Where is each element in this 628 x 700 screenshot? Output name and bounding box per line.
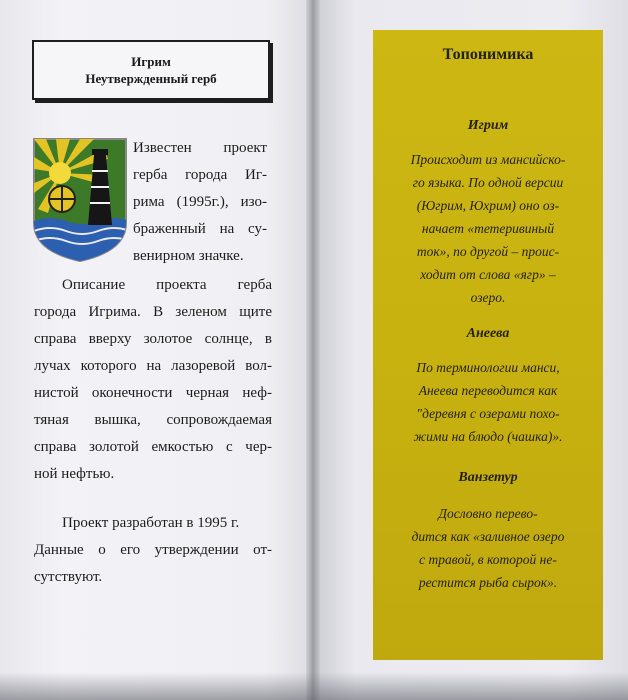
title-line-1: Игрим [131,54,171,69]
paragraph-2-line: нистой оконечности черная неф- [34,385,272,401]
section-line: начает «тетеривиный [421,221,555,236]
title-box [32,40,270,100]
section-heading-aneeva: Анеева [466,326,510,341]
section-line: (Югрим, Юхрим) оно оз- [416,198,560,213]
book-spine [306,0,320,700]
section-line: Происходит из мансийско- [410,152,566,167]
section-text-vanzetur [385,502,591,594]
paragraph-3 [34,510,272,591]
crest-image [30,135,130,265]
paragraph-1-line: Известен проект [133,140,267,156]
paragraph-3-line: сутствуют. [34,569,103,585]
section-line: жими на блюдо (чашка)». [413,429,563,444]
section-heading-igrim: Игрим [467,118,509,133]
section-line: с травой, в которой не- [419,552,557,567]
section-heading-vanzetur: Ванзетур [458,470,518,485]
section-line: озеро. [470,290,506,305]
paragraph-1-line: венирном значке. [133,248,244,264]
panel-title: Топонимика [442,46,534,63]
paragraph-1-line: браженный на су- [133,221,267,237]
water-shape [30,218,130,265]
section-line: рестится рыба сырок». [418,575,558,590]
section-text-aneeva [385,356,591,448]
paragraph-2-line: справа вверху золотое солнце, в [34,331,272,347]
paragraph-2-line: ной нефтью. [34,466,115,482]
paragraph-2 [34,272,272,488]
section-line: дится как «заливное озеро [411,529,565,544]
section-line: Анеева переводится как [418,383,558,398]
bottom-shadow [0,672,628,700]
paragraph-3-line: Данные о его утверждении от- [34,542,272,558]
paragraph-2-line: Описание проекта герба [62,277,272,293]
toponymy-panel [373,30,603,660]
paragraph-1 [133,135,267,270]
paragraph-1-line: герба города Иг- [133,167,267,183]
section-text-igrim [385,148,591,309]
section-line: го языка. По одной версии [412,175,564,190]
title-line-2: Неутвержденный герб [85,71,217,86]
paragraph-2-line: лучах которого на лазоревой вол- [34,358,272,374]
section-line: По терминологии манси, [416,360,560,375]
paragraph-2-line: справа золотой емкостью с чер- [34,439,272,455]
section-line: "деревня с озерами похо- [416,406,560,421]
paragraph-1-line: рима (1995г.), изо- [133,194,267,210]
paragraph-2-line: тяная вышка, сопровождаемая [34,412,272,428]
sun-icon [49,162,71,184]
paragraph-3-line: Проект разработан в 1995 г. [62,515,240,531]
section-line: ток», по другой – проис- [416,244,560,259]
paragraph-2-line: города Игрима. В зеленом щите [34,304,272,320]
section-line: ходит от слова «ягр» – [420,267,556,282]
section-line: Дословно перево- [438,506,538,521]
